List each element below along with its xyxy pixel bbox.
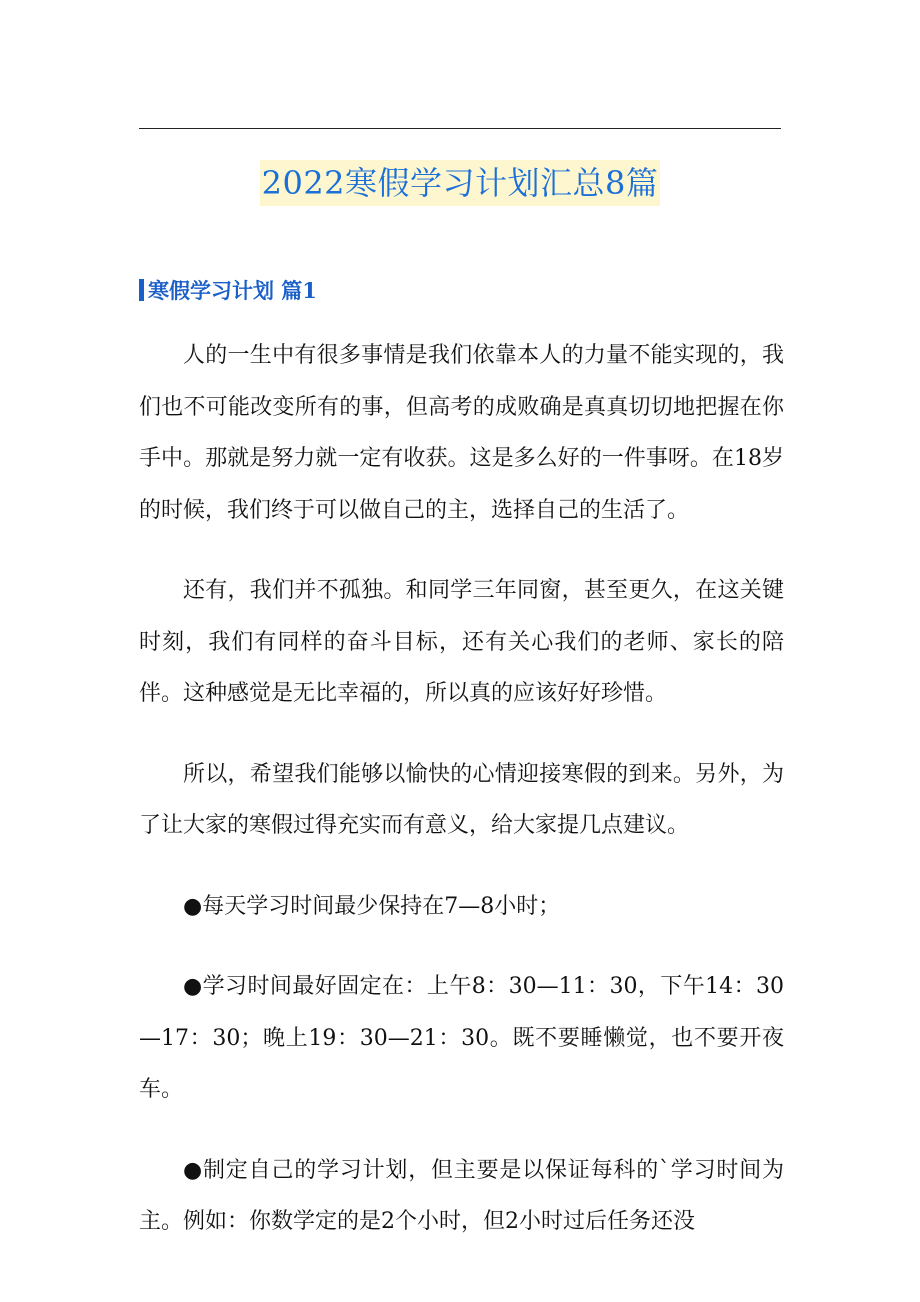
heading-marker-bar — [139, 279, 144, 301]
document-title: 2022寒假学习计划汇总8篇 — [260, 160, 661, 206]
section-heading — [139, 276, 317, 304]
document-body — [139, 330, 784, 1277]
bullet-paragraph: ●每天学习时间最少保持在7—8小时； — [183, 893, 561, 919]
paragraph: 所以，希望我们能够以愉快的心情迎接寒假的到来。另外，为了让大家的寒假过得充实而有意义，给大家提几点建议。 — [139, 761, 784, 838]
header-rule — [139, 128, 781, 129]
paragraph: 还有，我们并不孤独。和同学三年同窗，甚至更久，在这关键时刻，我们有同样的奋斗目标，还有关心我们的老师、家长的陪伴。这种感觉是无比幸福的，所以真的应该好好珍惜。 — [139, 578, 784, 706]
paragraph: 人的一生中有很多事情是我们依靠本人的力量不能实现的，我们也不可能改变所有的事，但高考的成败确是真真切切地把握在你手中。那就是努力就一定有收获。这是多么好的一件事呀。在18岁的时候，我们终于可以做自己的主，选择自己的生活了。 — [139, 343, 784, 523]
title-container — [0, 160, 920, 206]
bullet-paragraph: ●制定自己的学习计划，但主要是以保证每科的`学习时间为主。例如：你数学定的是2个小时，但2小时过后任务还没 — [139, 1157, 784, 1234]
bullet-paragraph: ●学习时间最好固定在：上午8：30—11：30，下午14：30—17：30；晚上19：30—21：30。既不要睡懒觉，也不要开夜车。 — [139, 974, 784, 1102]
section-heading-text: 寒假学习计划 篇1 — [148, 278, 317, 303]
